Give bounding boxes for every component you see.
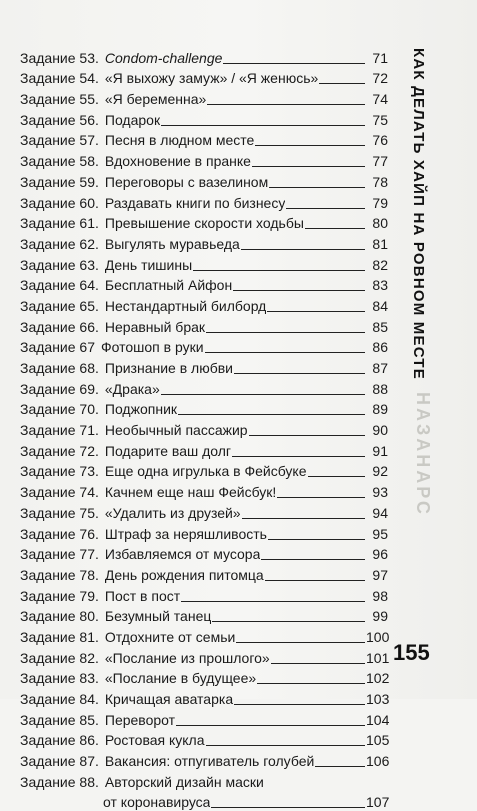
task-number: Задание 65.: [20, 297, 99, 314]
toc-entry: [20, 749, 388, 770]
task-title: Вакансия: отпугиватель голубей: [104, 753, 315, 770]
page-ref: 100: [366, 628, 390, 645]
running-header: КАК ДЕЛАТЬ ХАЙП НА РОВНОМ МЕСТЕ: [410, 48, 427, 380]
toc-entry: [20, 605, 388, 626]
task-title: Подарите ваш долг: [104, 442, 232, 459]
task-title: от коронавируса: [103, 794, 211, 811]
task-number: Задание 55.: [20, 91, 99, 108]
leader-line: [268, 539, 365, 540]
task-number: Задание 70.: [20, 401, 99, 418]
task-number: Задание 62.: [20, 235, 99, 252]
task-number: Задание 87.: [20, 753, 99, 770]
task-number: Задание 61.: [20, 215, 99, 232]
task-title: Отдохните от семьи: [104, 628, 236, 645]
page-ref: 91: [372, 442, 388, 459]
page-ref: 105: [366, 732, 390, 749]
task-number: Задание 74.: [20, 484, 99, 501]
page-ref: 88: [372, 380, 388, 397]
leader-line: [161, 394, 365, 395]
page-ref: 85: [372, 318, 388, 335]
leader-line: [261, 559, 365, 560]
task-title: День рождения питомца: [104, 566, 264, 583]
task-title: Качнем еще наш Фейсбук!: [104, 484, 277, 501]
page-ref: 103: [366, 691, 390, 707]
task-number: Задание 77.: [20, 546, 99, 563]
leader-line: [181, 601, 365, 602]
task-number: Задание 59.: [20, 173, 99, 190]
toc-entry: [20, 170, 388, 191]
task-title: Необычный пассажир: [104, 422, 248, 439]
task-number: Задание 88.: [20, 773, 99, 790]
task-number: Задание 79.: [20, 587, 99, 604]
task-title: Еще одна игрулька в Фейсбуке: [104, 463, 307, 480]
task-title: «Драка»: [104, 380, 160, 397]
task-title: Нестандартный билборд: [104, 297, 267, 314]
task-title: Безумный танец: [104, 608, 212, 625]
page-ref: 97: [372, 566, 388, 583]
page-ref: 104: [366, 711, 390, 728]
toc-entry: [20, 398, 388, 419]
task-title: Переговоры с вазелином: [104, 173, 269, 190]
leader-line: [255, 145, 365, 146]
page-ref: 86: [372, 339, 388, 356]
leader-line: [269, 187, 365, 188]
leader-line: [205, 352, 365, 353]
task-title: Пост в пост: [104, 587, 181, 604]
leader-line: [241, 249, 365, 250]
leader-line: [234, 704, 365, 705]
page-ref: 76: [372, 132, 388, 149]
task-number: Задание 56.: [20, 111, 99, 128]
page-ref: 75: [372, 111, 388, 128]
toc-entry: [20, 87, 388, 108]
leader-line: [286, 208, 365, 209]
task-number: Задание 60.: [20, 194, 99, 211]
task-number: Задание 72.: [20, 442, 99, 459]
task-number: Задание 78.: [20, 566, 99, 583]
leader-line: [257, 683, 365, 684]
task-title: Раздавать книги по бизнесу: [104, 194, 286, 211]
page-ref: 82: [372, 256, 388, 273]
leader-line: [223, 63, 365, 64]
page-ref: 101: [366, 649, 390, 666]
task-title: Вдохновение в пранке: [104, 153, 251, 170]
task-number: Задание 68.: [20, 360, 99, 376]
toc-entry: [20, 770, 388, 791]
leader-line: [265, 580, 365, 581]
leader-line: [232, 456, 365, 457]
task-number: Задание 67: [20, 339, 95, 356]
page-ref: 93: [372, 484, 388, 501]
toc-entry: [20, 377, 388, 398]
leader-line: [176, 725, 365, 726]
page-ref: 89: [372, 401, 388, 418]
task-title: День тишины: [104, 256, 193, 273]
task-number: Задание 85.: [20, 711, 99, 728]
toc-entry: [20, 294, 388, 315]
page-ref: 74: [372, 91, 388, 108]
page-ref: 90: [372, 422, 388, 439]
task-number: Задание 69.: [20, 380, 99, 397]
page-ref: 78: [372, 173, 388, 190]
task-title: «Послание из прошлого»: [104, 649, 270, 666]
task-title: Выгулять муравьеда: [104, 235, 240, 252]
page-number: 155: [393, 640, 430, 665]
leader-line: [206, 745, 366, 746]
page-ref: 87: [372, 360, 388, 376]
task-title: Авторский дизайн маски: [104, 773, 264, 790]
page-ref: 95: [372, 525, 388, 542]
toc-entry: [20, 522, 388, 543]
task-number: Задание 80.: [20, 608, 99, 625]
task-number: Задание 63.: [20, 256, 99, 273]
task-title: «Послание в будущее»: [104, 670, 257, 687]
task-title: Ростовая кукла: [104, 732, 205, 749]
leader-line: [212, 621, 365, 622]
toc-entry: [20, 67, 388, 88]
task-title: Бесплатный Айфон: [104, 277, 233, 294]
task-title: Поджопник: [104, 401, 178, 418]
toc-entry: [20, 232, 388, 253]
leader-line: [252, 166, 365, 167]
task-title: Неравный брак: [104, 318, 206, 335]
toc-entry: [20, 274, 388, 295]
leader-line: [271, 663, 365, 664]
toc-entry: [20, 149, 388, 170]
toc-entry: [20, 480, 388, 501]
task-title: «Удалить из друзей»: [104, 504, 241, 521]
toc-entry: [20, 108, 388, 129]
toc-entry: [20, 418, 388, 439]
page-ref: 98: [372, 587, 388, 604]
toc-entry: [20, 625, 388, 646]
task-number: Задание 58.: [20, 153, 99, 170]
table-of-contents: [20, 46, 388, 811]
task-title: Избавляемся от мусора: [104, 546, 261, 563]
task-title: Переворот: [104, 711, 176, 728]
toc-entry: [20, 729, 388, 750]
toc-entry: [20, 439, 388, 460]
toc-entry: [20, 543, 388, 564]
task-number: Задание 83.: [20, 670, 99, 687]
task-number: Задание 64.: [20, 277, 99, 294]
toc-entry: [20, 667, 388, 688]
toc-entry: [20, 584, 388, 605]
leader-line: [236, 642, 365, 643]
page-ref: 83: [372, 277, 388, 294]
page-ref: 81: [372, 235, 388, 252]
page-ref: 84: [372, 297, 388, 314]
task-number: Задание 75.: [20, 504, 99, 521]
leader-line: [308, 476, 366, 477]
leader-line: [305, 228, 365, 229]
leader-line: [277, 497, 365, 498]
task-number: Задание 86.: [20, 732, 99, 749]
page-ref: 80: [372, 215, 388, 232]
page-ref: 96: [372, 546, 388, 563]
task-number: Задание 73.: [20, 463, 99, 480]
task-title: «Я беременна»: [104, 91, 207, 108]
task-number: Задание 57.: [20, 132, 99, 149]
toc-entry: [20, 46, 388, 67]
task-number: Задание 71.: [20, 422, 99, 439]
toc-entry: [20, 708, 388, 729]
toc-entry: [20, 563, 388, 584]
toc-entry: [20, 191, 388, 212]
page-ref: 106: [366, 753, 390, 770]
leader-line: [242, 518, 365, 519]
task-title: Подарок: [104, 111, 161, 128]
leader-line: [193, 270, 365, 271]
task-number: Задание 84.: [20, 691, 99, 707]
leader-line: [234, 373, 365, 374]
page-ref: 79: [372, 194, 388, 211]
leader-line: [315, 766, 365, 767]
page-ref: 107: [366, 794, 390, 811]
task-title: Condom-challenge: [104, 49, 223, 66]
toc-entry: [20, 315, 388, 336]
task-title: Песня в людном месте: [104, 132, 255, 149]
leader-line: [206, 332, 365, 333]
leader-line: [319, 83, 365, 84]
toc-entry: [20, 212, 388, 233]
page-ref: 102: [366, 670, 390, 687]
leader-line: [178, 414, 365, 415]
toc-entry-continuation: [20, 791, 388, 811]
toc-entry: [20, 460, 388, 481]
task-number: Задание 76.: [20, 525, 99, 542]
page-ref: 77: [372, 153, 388, 170]
page-ref: 71: [372, 49, 388, 66]
leader-line: [233, 290, 365, 291]
task-title: Кричащая аватарка: [104, 691, 234, 707]
task-number: Задание 66.: [20, 318, 99, 335]
task-number: Задание 53.: [20, 49, 99, 66]
toc-entry: [20, 336, 388, 357]
leader-line: [249, 435, 365, 436]
toc-entry: [20, 501, 388, 522]
task-title: «Я выхожу замуж» / «Я женюсь»: [104, 70, 319, 87]
task-number: Задание 54.: [20, 70, 99, 87]
task-number: Задание 81.: [20, 628, 99, 645]
page-ref: 92: [372, 463, 388, 480]
toc-entry: [20, 646, 388, 667]
toc-entry: [20, 253, 388, 274]
leader-line: [207, 104, 365, 105]
page-ref: 99: [372, 608, 388, 625]
page-ref: 72: [372, 70, 388, 87]
task-title: Штраф за неряшливость: [104, 525, 267, 542]
leader-line: [211, 807, 365, 808]
task-title: Превышение скорости ходьбы: [104, 215, 304, 232]
toc-entry: [20, 687, 388, 708]
leader-line: [161, 125, 365, 126]
page-ref: 94: [372, 504, 388, 521]
toc-entry: [20, 356, 388, 377]
toc-entry: [20, 129, 388, 150]
bleed-through-text: НАЗАНАРС: [413, 392, 433, 517]
task-number: Задание 82.: [20, 649, 99, 666]
task-title: Фотошоп в руки: [101, 339, 204, 356]
leader-line: [267, 311, 365, 312]
task-title: Признание в любви: [104, 360, 233, 376]
